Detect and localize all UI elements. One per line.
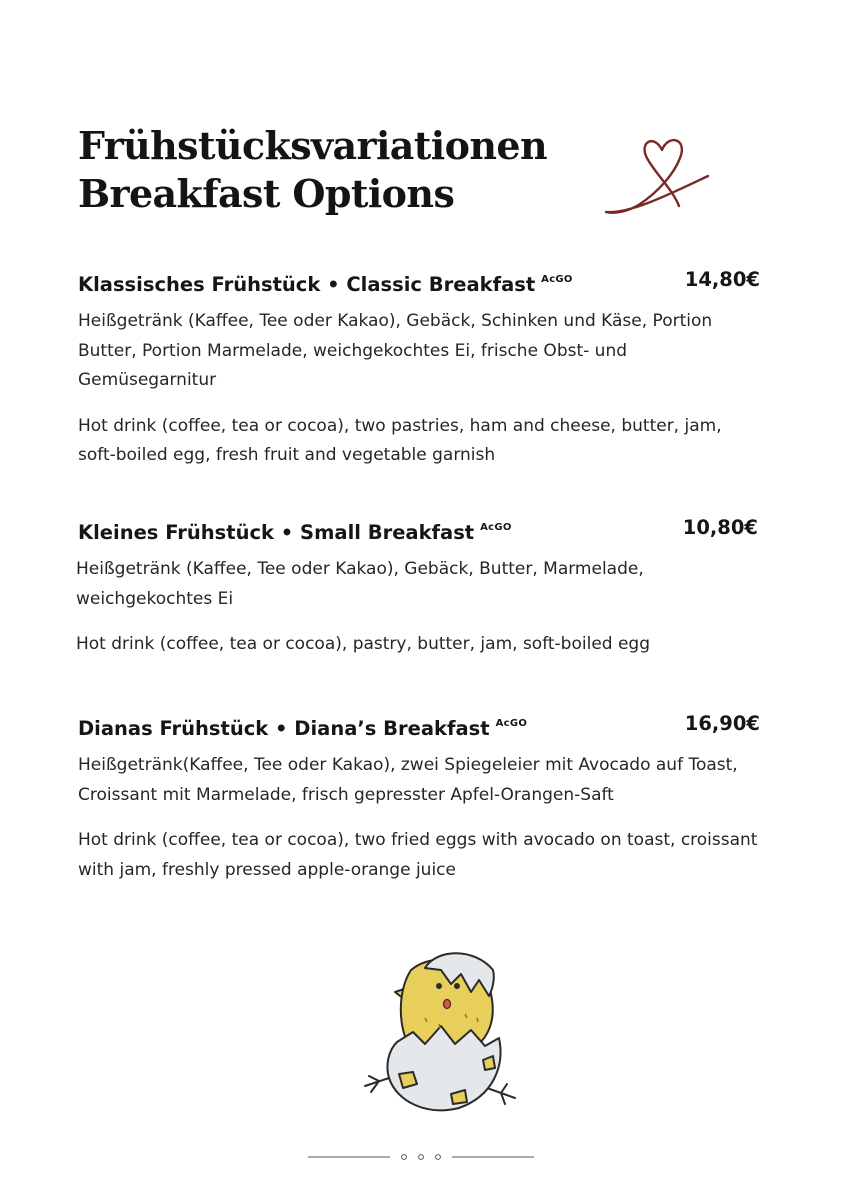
item-price: 16,90€: [684, 712, 760, 735]
divider-dots-ornament: [308, 1148, 534, 1164]
item-name-text: Klassisches Frühstück • Classic Breakfast: [78, 273, 536, 296]
item-header: [76, 513, 758, 543]
item-price: 10,80€: [682, 516, 758, 539]
menu-item-small-breakfast: [76, 513, 758, 660]
item-price: 14,80€: [684, 268, 760, 291]
item-name: [78, 513, 512, 548]
heart-flourish-icon: [600, 128, 715, 223]
item-header: [78, 265, 760, 295]
menu-item-classic-breakfast: [78, 265, 760, 471]
description-german: Heißgetränk(Kaffee, Tee oder Kakao), zwei Spiegeleier mit Avocado auf Toast, Croissant mit Marmelade, frisch gepresster Apfel-Orangen-Saft: [78, 755, 738, 805]
description-english: Hot drink (coffee, tea or cocoa), two pastries, ham and cheese, butter, jam, soft-boiled egg, fresh fruit and vegetable garnish: [78, 415, 722, 465]
allergen-codes: AcGO: [495, 718, 528, 729]
description-english: Hot drink (coffee, tea or cocoa), two fried eggs with avocado on toast, croissant with jam, freshly pressed apple-orange juice: [78, 830, 758, 880]
title-german: Frühstücksvariationen: [78, 123, 547, 168]
menu-item-dianas-breakfast: [78, 709, 760, 885]
allergen-codes: AcGO: [480, 522, 512, 533]
item-name: [78, 265, 573, 300]
item-name: [78, 709, 527, 744]
description-german: Heißgetränk (Kaffee, Tee oder Kakao), Gebäck, Butter, Marmelade, weichgekochtes Ei: [76, 559, 644, 609]
item-name-text: Kleines Frühstück • Small Breakfast: [78, 521, 475, 544]
hatching-chick-illustration: [355, 948, 520, 1118]
item-name-text: Dianas Frühstück • Diana’s Breakfast: [78, 717, 490, 740]
page-title: [78, 122, 547, 218]
item-header: [78, 709, 760, 739]
allergen-codes: AcGO: [541, 274, 573, 285]
description-english: Hot drink (coffee, tea or cocoa), pastry, butter, jam, soft-boiled egg: [76, 634, 651, 654]
description-german: Heißgetränk (Kaffee, Tee oder Kakao), Gebäck, Schinken und Käse, Portion Butter, Portion Marmelade, weichgekochtes Ei, frische Obst- und Gemüsegarnitur: [78, 311, 713, 390]
title-english: Breakfast Options: [78, 171, 455, 216]
